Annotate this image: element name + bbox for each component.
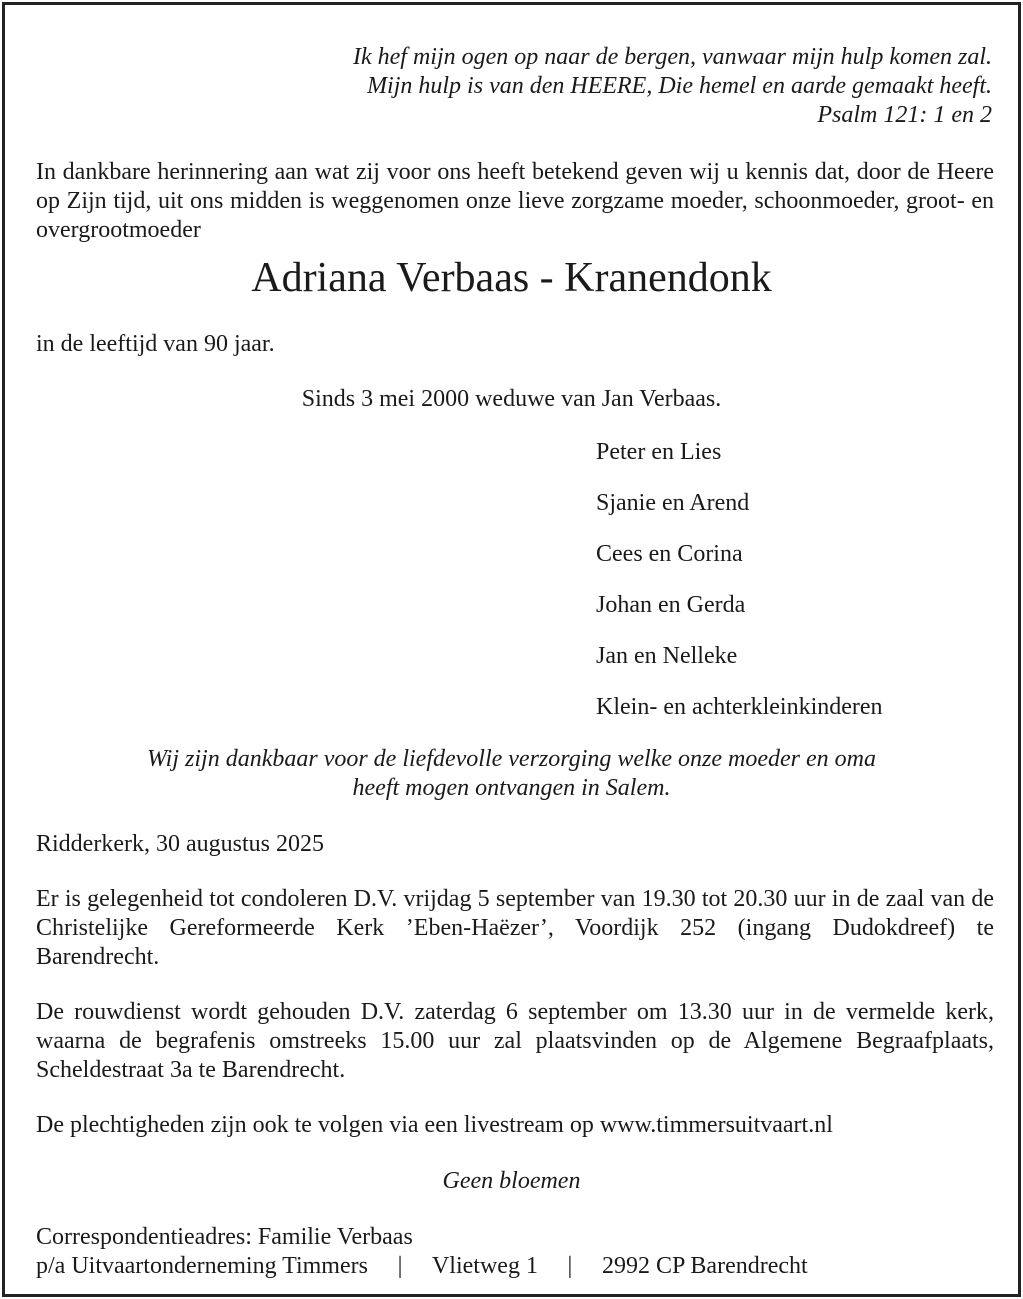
- gratitude-line-2: heeft mogen ontvangen in Salem.: [352, 775, 671, 801]
- service-paragraph: De rouwdienst wordt gehouden D.V. zaterdag 6 september om 13.30 uur in de vermelde kerk, waarna de begrafenis omstreeks 15.00 uur zal plaatsvinden op de Algemene Begraafplaats, Scheldestraat 3a te Barendrecht.: [36, 999, 994, 1083]
- family-member: Jan en Nelleke: [596, 643, 738, 669]
- address-separator: |: [397, 1253, 403, 1279]
- gratitude-line-1: Wij zijn dankbaar voor de liefdevolle verzorging welke onze moeder en oma: [147, 746, 876, 772]
- address-postal-city: 2992 CP Barendrecht: [601, 1253, 808, 1279]
- age-line: in de leeftijd van 90 jaar.: [36, 331, 275, 357]
- family-member: Johan en Gerda: [596, 592, 746, 618]
- address-details: [36, 1252, 808, 1281]
- family-member: Sjanie en Arend: [596, 490, 750, 516]
- address-label: Correspondentieadres: Familie Verbaas: [36, 1224, 413, 1250]
- gratitude-note: [5, 745, 1018, 803]
- verse-line-2: Mijn hulp is van den HEERE, Die hemel en aarde gemaakt heeft.: [367, 73, 992, 99]
- family-member: Peter en Lies: [596, 439, 722, 465]
- intro-paragraph: In dankbare herinnering aan wat zij voor ons heeft betekend geven wij u kennis dat, door de Heere op Zijn tijd, uit ons midden is weggenomen onze lieve zorgzame moeder, schoonmoeder, groot- en overgrootmoeder: [36, 159, 994, 243]
- livestream-line: De plechtigheden zijn ook te volgen via een livestream op www.timmersuitvaart.nl: [36, 1112, 833, 1138]
- deceased-name: Adriana Verbaas - Kranendonk: [251, 255, 772, 301]
- bible-verse: [353, 43, 992, 130]
- family-list: [596, 438, 883, 744]
- verse-reference: Psalm 121: 1 en 2: [817, 102, 992, 128]
- condolence-paragraph: Er is gelegenheid tot condoleren D.V. vrijdag 5 september van 19.30 tot 20.30 uur in de zaal van de Christelijke Gereformeerde Kerk ’Eben-Haëzer’, Voordijk 252 (ingang Dudokdreef) te Barendrecht.: [36, 886, 994, 970]
- family-member: Cees en Corina: [596, 541, 743, 567]
- no-flowers: Geen bloemen: [442, 1168, 581, 1194]
- verse-line-1: Ik hef mijn ogen op naar de bergen, vanwaar mijn hulp komen zal.: [352, 44, 992, 70]
- address-street: Vlietweg 1: [431, 1253, 538, 1279]
- widow-line: Sinds 3 mei 2000 weduwe van Jan Verbaas.: [301, 386, 722, 412]
- place-date: Ridderkerk, 30 augustus 2025: [36, 831, 324, 857]
- obituary-card: [2, 2, 1021, 1297]
- address-care-of: p/a Uitvaartonderneming Timmers: [36, 1253, 368, 1279]
- family-member: Klein- en achterkleinkinderen: [596, 694, 883, 720]
- address-separator: |: [567, 1253, 573, 1279]
